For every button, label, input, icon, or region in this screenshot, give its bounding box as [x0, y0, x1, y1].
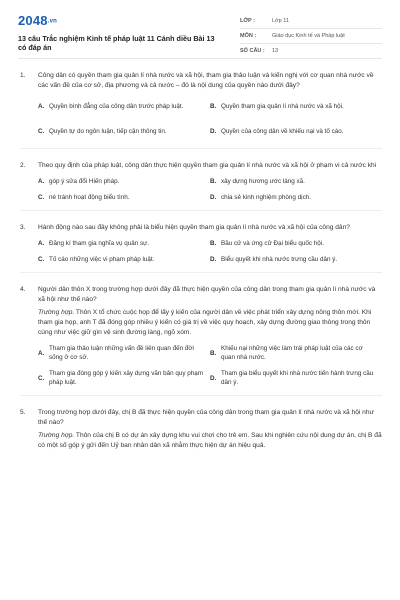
- question-stem: [20, 408, 382, 428]
- question-text: Hành động nào sau đây không phải là biểu hiện quyền tham gia quản lí nhà nước và xã hội của công dân?: [38, 224, 350, 231]
- option-text: né tránh hoạt động biểu tình.: [49, 194, 130, 201]
- option-letter: A.: [38, 178, 45, 185]
- option-text: Biểu quyết khi nhà nước trưng cầu dân ý.: [221, 256, 338, 263]
- question-number: 2.: [20, 162, 26, 169]
- case-context: [38, 308, 382, 338]
- case-label: Trường hợp.: [38, 309, 75, 316]
- case-context: [38, 431, 382, 451]
- option-letter: D.: [210, 374, 217, 382]
- option-text: góp ý sửa đổi Hiến pháp.: [49, 178, 120, 185]
- logo-main: 2048: [18, 13, 48, 28]
- option-a[interactable]: [38, 97, 210, 115]
- options: [38, 344, 382, 387]
- meta-row-subject: [240, 29, 382, 44]
- option-a[interactable]: [38, 344, 210, 362]
- meta-value: 13: [272, 48, 279, 54]
- option-b[interactable]: [210, 344, 382, 362]
- case-label: Trường hợp.: [38, 432, 75, 439]
- option-letter: D.: [210, 194, 217, 201]
- option-letter: D.: [210, 127, 217, 135]
- option-a[interactable]: [38, 177, 210, 186]
- option-text: Đăng kí tham gia nghĩa vụ quân sự.: [49, 240, 150, 247]
- option-text: Quyền tự do ngôn luận, tiếp cận thông tin.: [49, 127, 167, 135]
- option-letter: C.: [38, 374, 45, 382]
- meta-value: Lớp 11: [272, 18, 289, 24]
- question-2: [20, 161, 382, 211]
- logo-suffix: .vn: [47, 18, 58, 25]
- option-text: Tố cáo những việc vi phạm pháp luật.: [49, 256, 155, 263]
- question-text: Theo quy định của pháp luật, công dân thực hiện quyền tham gia quản lí nhà nước và xã hội ở phạm vi cả nước khi: [38, 162, 377, 169]
- question-1: [20, 71, 382, 149]
- question-number: 1.: [20, 72, 26, 79]
- option-letter: A.: [38, 240, 45, 247]
- option-text: Quyền của công dân về khiếu nại và tố cáo.: [221, 127, 344, 135]
- header: [18, 0, 382, 59]
- option-text: xây dựng hương ước làng xã.: [221, 178, 305, 185]
- meta-row-count: [240, 44, 382, 58]
- option-d[interactable]: [210, 369, 382, 387]
- divider: [20, 395, 382, 396]
- option-letter: A.: [38, 349, 45, 357]
- divider: [20, 148, 382, 149]
- option-text: Tham gia thảo luận những vấn đề liên quan đến đời sống ở cơ sở.: [49, 345, 194, 361]
- meta-key: MÔN :: [240, 33, 257, 39]
- question-text: Trong trường hợp dưới đây, chị B đã thực hiện quyền của công dân trong tham gia quản lí nhà nước và xã hội như thế nào?: [38, 409, 374, 426]
- meta-row-class: [240, 14, 382, 29]
- option-text: Quyền tham gia quản lí nhà nước và xã hội.: [221, 102, 344, 110]
- question-stem: [20, 285, 382, 305]
- option-letter: B.: [210, 178, 217, 185]
- option-text: Tham gia đóng góp ý kiến xây dựng văn bản quy phạm pháp luật.: [49, 370, 204, 386]
- meta-key: LỚP :: [240, 18, 255, 24]
- header-left: [18, 14, 240, 58]
- option-text: chia sẻ kinh nghiệm phòng dịch.: [221, 194, 311, 201]
- option-text: Bầu cử và ứng cử Đại biểu quốc hội.: [221, 240, 324, 247]
- option-text: Khiếu nại những việc làm trái pháp luật của các cơ quan nhà nước.: [221, 345, 363, 361]
- option-a[interactable]: [38, 239, 210, 248]
- page-title: 13 câu Trắc nghiệm Kinh tế pháp luật 11 Cánh diều Bài 13 có đáp án: [18, 33, 215, 52]
- option-b[interactable]: [210, 177, 382, 186]
- question-number: 3.: [20, 224, 26, 231]
- option-letter: C.: [38, 127, 45, 135]
- meta-value: Giáo dục Kinh tế và Pháp luật: [272, 33, 345, 39]
- question-number: 5.: [20, 409, 26, 416]
- option-d[interactable]: [210, 193, 382, 202]
- question-number: 4.: [20, 286, 26, 293]
- question-text: Công dân có quyền tham gia quản lí nhà nước và xã hội, tham gia thảo luận và kiến nghị với cơ quan nhà nước về các vấn đề của cơ sở, địa phương và cả nước – đó là nội dung của quyền nào dưới đây?: [38, 72, 374, 89]
- option-c[interactable]: [38, 255, 210, 264]
- options: [38, 177, 382, 202]
- site-logo[interactable]: [18, 14, 240, 29]
- divider: [20, 210, 382, 211]
- option-letter: B.: [210, 349, 217, 357]
- question-stem: [20, 161, 382, 171]
- option-b[interactable]: [210, 239, 382, 248]
- option-letter: B.: [210, 240, 217, 247]
- option-b[interactable]: [210, 97, 382, 115]
- question-3: [20, 223, 382, 273]
- question-list: [18, 71, 382, 451]
- option-letter: D.: [210, 256, 217, 263]
- options: [38, 239, 382, 264]
- option-letter: B.: [210, 102, 217, 110]
- option-letter: C.: [38, 194, 45, 201]
- question-stem: [20, 71, 382, 91]
- question-4: [20, 285, 382, 396]
- question-stem: [20, 223, 382, 233]
- option-c[interactable]: [38, 122, 210, 140]
- option-letter: C.: [38, 256, 45, 263]
- option-c[interactable]: [38, 369, 210, 387]
- meta-table: [240, 14, 382, 58]
- case-text: Thôn của chị B có dự án xây dựng khu vui chơi cho trẻ em. Sau khi nghiên cứu nội dung dự án, chị B đã có một số góp ý gửi đến Uỷ ban nhân dân xã nhằm thực hiện dự án hiệu quả.: [38, 432, 382, 449]
- option-c[interactable]: [38, 193, 210, 202]
- option-text: Quyền bình đẳng của công dân trước pháp luật.: [49, 102, 184, 110]
- meta-key: SỐ CÂU :: [240, 48, 265, 54]
- question-5: [20, 408, 382, 451]
- divider: [20, 272, 382, 273]
- options: [38, 97, 382, 140]
- option-d[interactable]: [210, 255, 382, 264]
- option-d[interactable]: [210, 122, 382, 140]
- option-letter: A.: [38, 102, 45, 110]
- case-text: Thôn X tổ chức cuộc họp để lấy ý kiến của người dân về việc phát triển xây dựng nông thôn mới. Khi tham gia họp, anh T đã đóng góp nhiều ý kiến có giá trị về việc quy hoạch, xây dựng đường giao thông trong thôn cùng như việc giữ gìn vệ sinh đường làng, ngõ xóm.: [38, 309, 372, 336]
- question-text: Người dân thôn X trong trường hợp dưới đây đã thực hiện quyền của công dân trong tham gia quản lí nhà nước và xã hội như thế nào?: [38, 286, 376, 303]
- option-text: Tham gia biểu quyết khi nhà nước tiến hành trưng cầu dân ý.: [221, 370, 374, 386]
